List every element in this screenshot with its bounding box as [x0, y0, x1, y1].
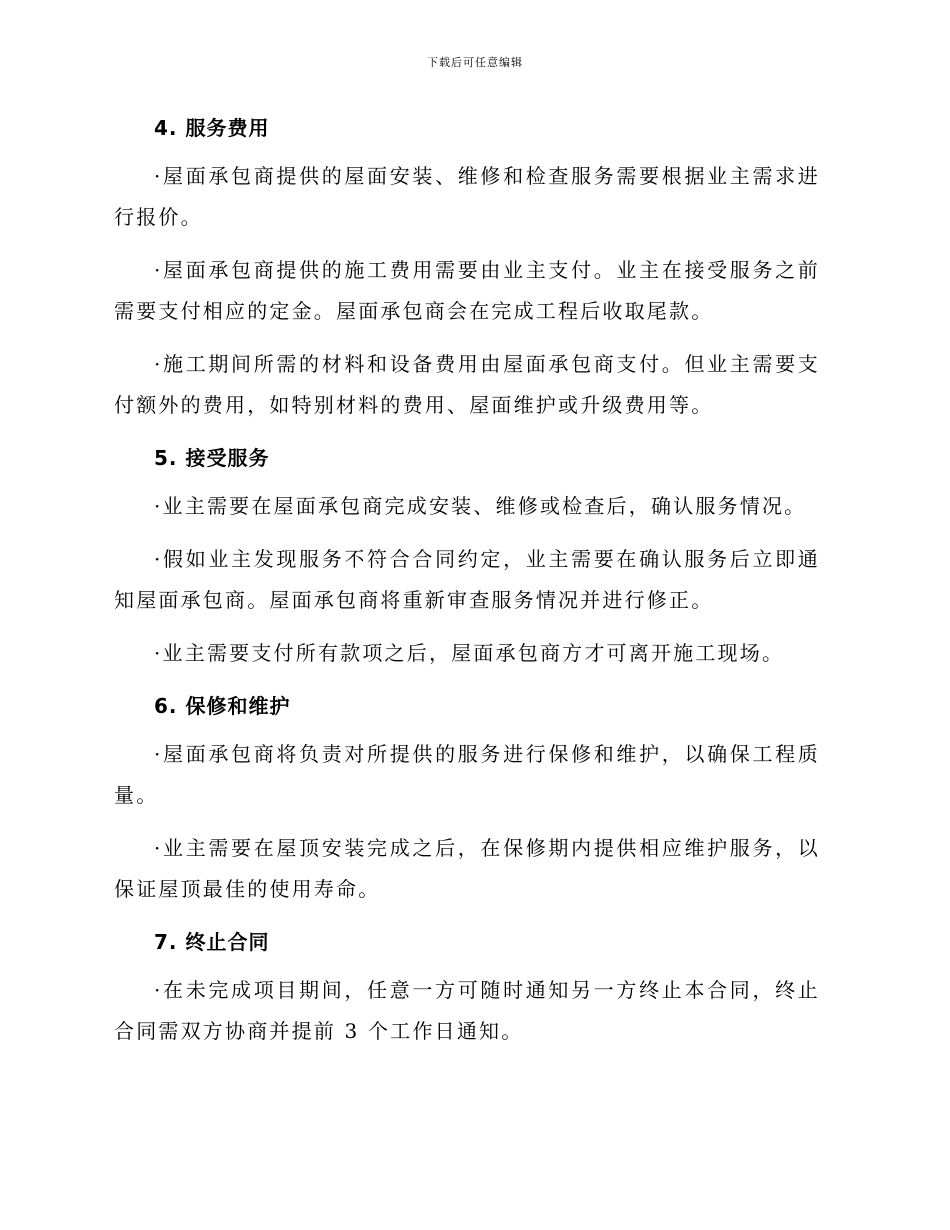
section-warranty-maintenance	[114, 686, 820, 910]
paragraph: ·施工期间所需的材料和设备费用由屋面承包商支付。但业主需要支付额外的费用，如特别材料的费用、屋面维护或升级费用等。	[114, 352, 820, 417]
header-note: 下载后可任意编辑	[427, 56, 523, 69]
paragraph: ·屋面承包商将负责对所提供的服务进行保修和维护，以确保工程质量。	[114, 742, 820, 807]
paragraph: ·屋面承包商提供的施工费用需要由业主支付。业主在接受服务之前需要支付相应的定金。屋面承包商会在完成工程后收取尾款。	[114, 258, 820, 323]
section-accept-service	[114, 438, 820, 674]
paragraph: ·屋面承包商提供的屋面安装、维修和检查服务需要根据业主需求进行报价。	[114, 164, 820, 229]
paragraph: ·假如业主发现服务不符合合同约定，业主需要在确认服务后立即通知屋面承包商。屋面承包商将重新审查服务情况并进行修正。	[114, 547, 820, 612]
paragraph: ·业主需要支付所有款项之后，屋面承包商方才可离开施工现场。	[154, 641, 785, 665]
section-title: 4. 服务费用	[154, 116, 270, 140]
section-title: 6. 保修和维护	[154, 694, 291, 718]
paragraph: ·在未完成项目期间，任意一方可随时通知另一方终止本合同，终止合同需双方协商并提前 3 个工作日通知。	[114, 978, 820, 1043]
section-service-fees	[114, 108, 820, 426]
section-terminate-contract	[114, 922, 820, 1052]
section-title: 5. 接受服务	[154, 446, 270, 470]
paragraph: ·业主需要在屋面承包商完成安装、维修或检查后，确认服务情况。	[154, 494, 807, 518]
document-body	[114, 108, 820, 1064]
paragraph: ·业主需要在屋顶安装完成之后，在保修期内提供相应维护服务，以保证屋顶最佳的使用寿命。	[114, 836, 820, 901]
section-title: 7. 终止合同	[154, 930, 270, 954]
